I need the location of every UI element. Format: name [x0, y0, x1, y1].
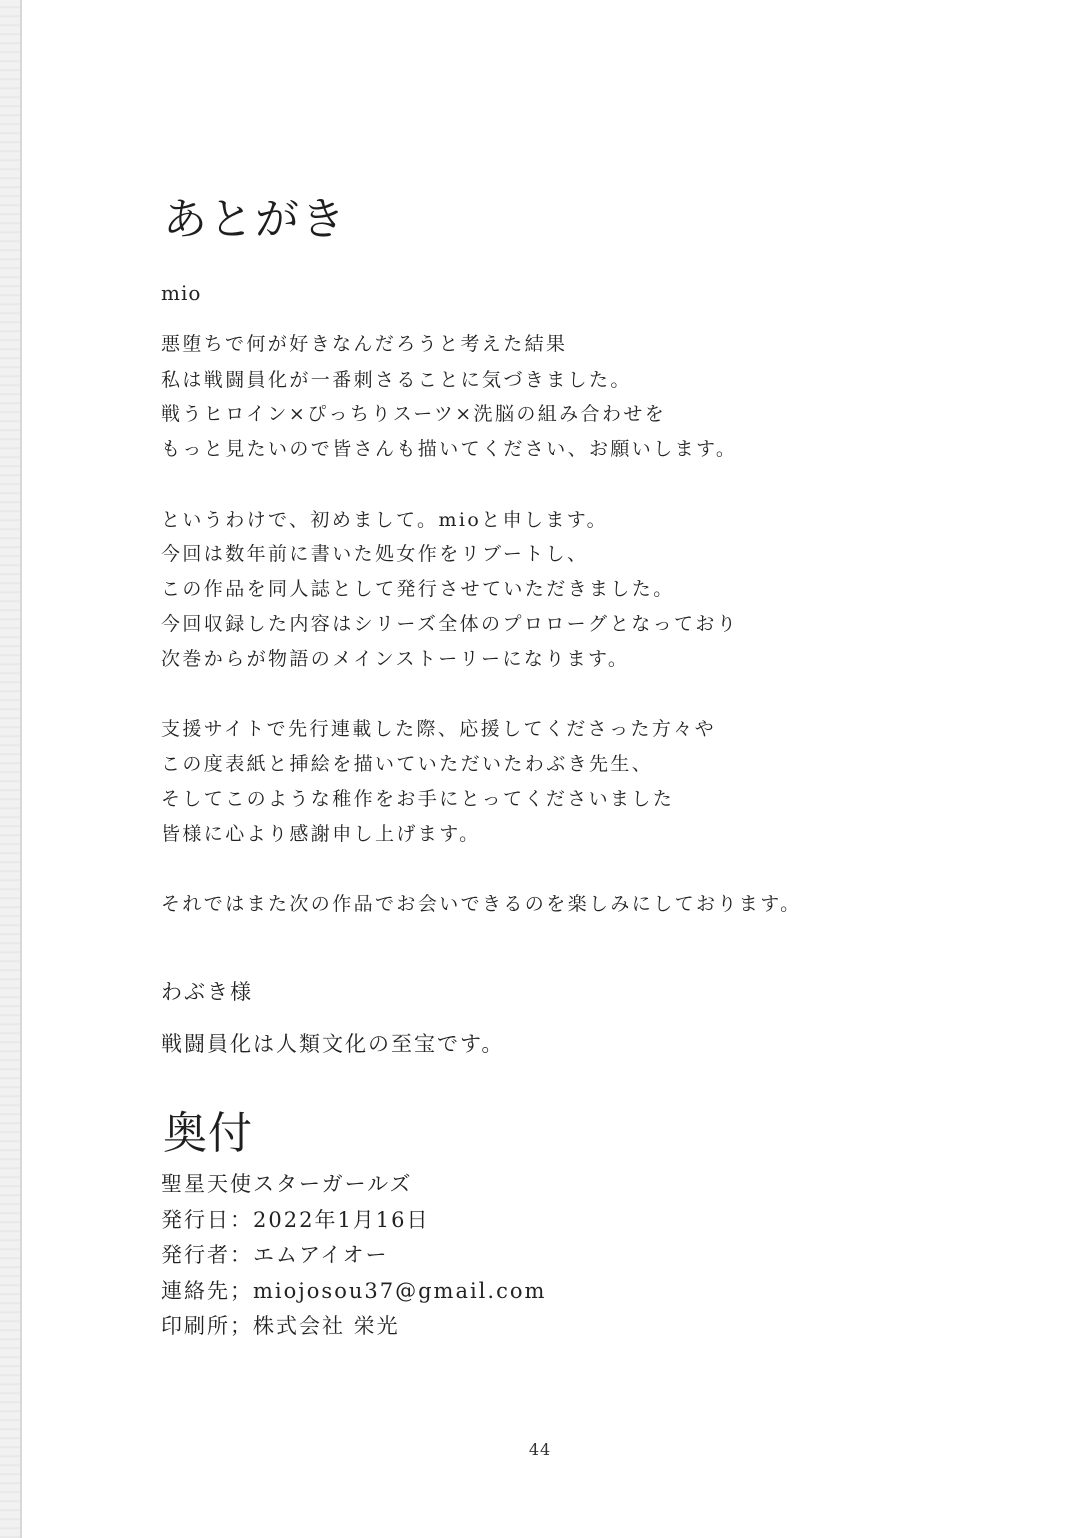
message-recipient: わぶき様: [161, 980, 253, 1004]
page-binding-edge: [0, 0, 22, 1538]
page-number: 44: [528, 1440, 552, 1459]
afterword-line: というわけで、初めまして。mioと申します。: [161, 509, 609, 531]
afterword-line: 戦うヒロイン×ぴっちりスーツ×洗脳の組み合わせを: [161, 403, 667, 425]
message-text: 戦闘員化は人類文化の至宝です。: [161, 1032, 505, 1056]
afterword-line: それではまた次の作品でお会いできるのを楽しみにしております。: [161, 893, 802, 915]
afterword-line: この度表紙と挿絵を描いていただいたわぶき先生、: [161, 753, 654, 775]
afterword-line: この作品を同人誌として発行させていただきました。: [161, 578, 675, 600]
afterword-line: 支援サイトで先行連載した際、応援してくださった方々や: [161, 718, 717, 740]
colophon-printer: 印刷所；株式会社 栄光: [161, 1314, 400, 1338]
afterword-line: 皆様に心より感謝申し上げます。: [161, 823, 481, 845]
afterword-line: 今回は数年前に書いた処女作をリブートし、: [161, 543, 589, 565]
afterword-line: 今回収録した内容はシリーズ全体のプロローグとなっており: [161, 613, 739, 635]
afterword-heading: あとがき: [163, 194, 347, 245]
colophon-heading: 奥付: [163, 1108, 253, 1159]
colophon-contact: 連絡先；miojosou37@gmail.com: [161, 1279, 547, 1303]
afterword-line: 次巻からが物語のメインストーリーになります。: [161, 648, 630, 670]
afterword-line: そしてこのような稚作をお手にとってくださいました: [161, 788, 675, 810]
afterword-line: もっと見たいので皆さんも描いてください、お願いします。: [161, 438, 738, 460]
colophon-title: 聖星天使スターガールズ: [161, 1172, 413, 1196]
afterword-line: 私は戦闘員化が一番刺さることに気づきました。: [161, 369, 632, 391]
colophon-publish-date: 発行日：2022年1月16日: [161, 1208, 430, 1232]
afterword-author: mio: [161, 281, 202, 305]
colophon-publisher: 発行者：エムアイオー: [161, 1243, 389, 1267]
afterword-line: 悪堕ちで何が好きなんだろうと考えた結果: [161, 333, 568, 355]
